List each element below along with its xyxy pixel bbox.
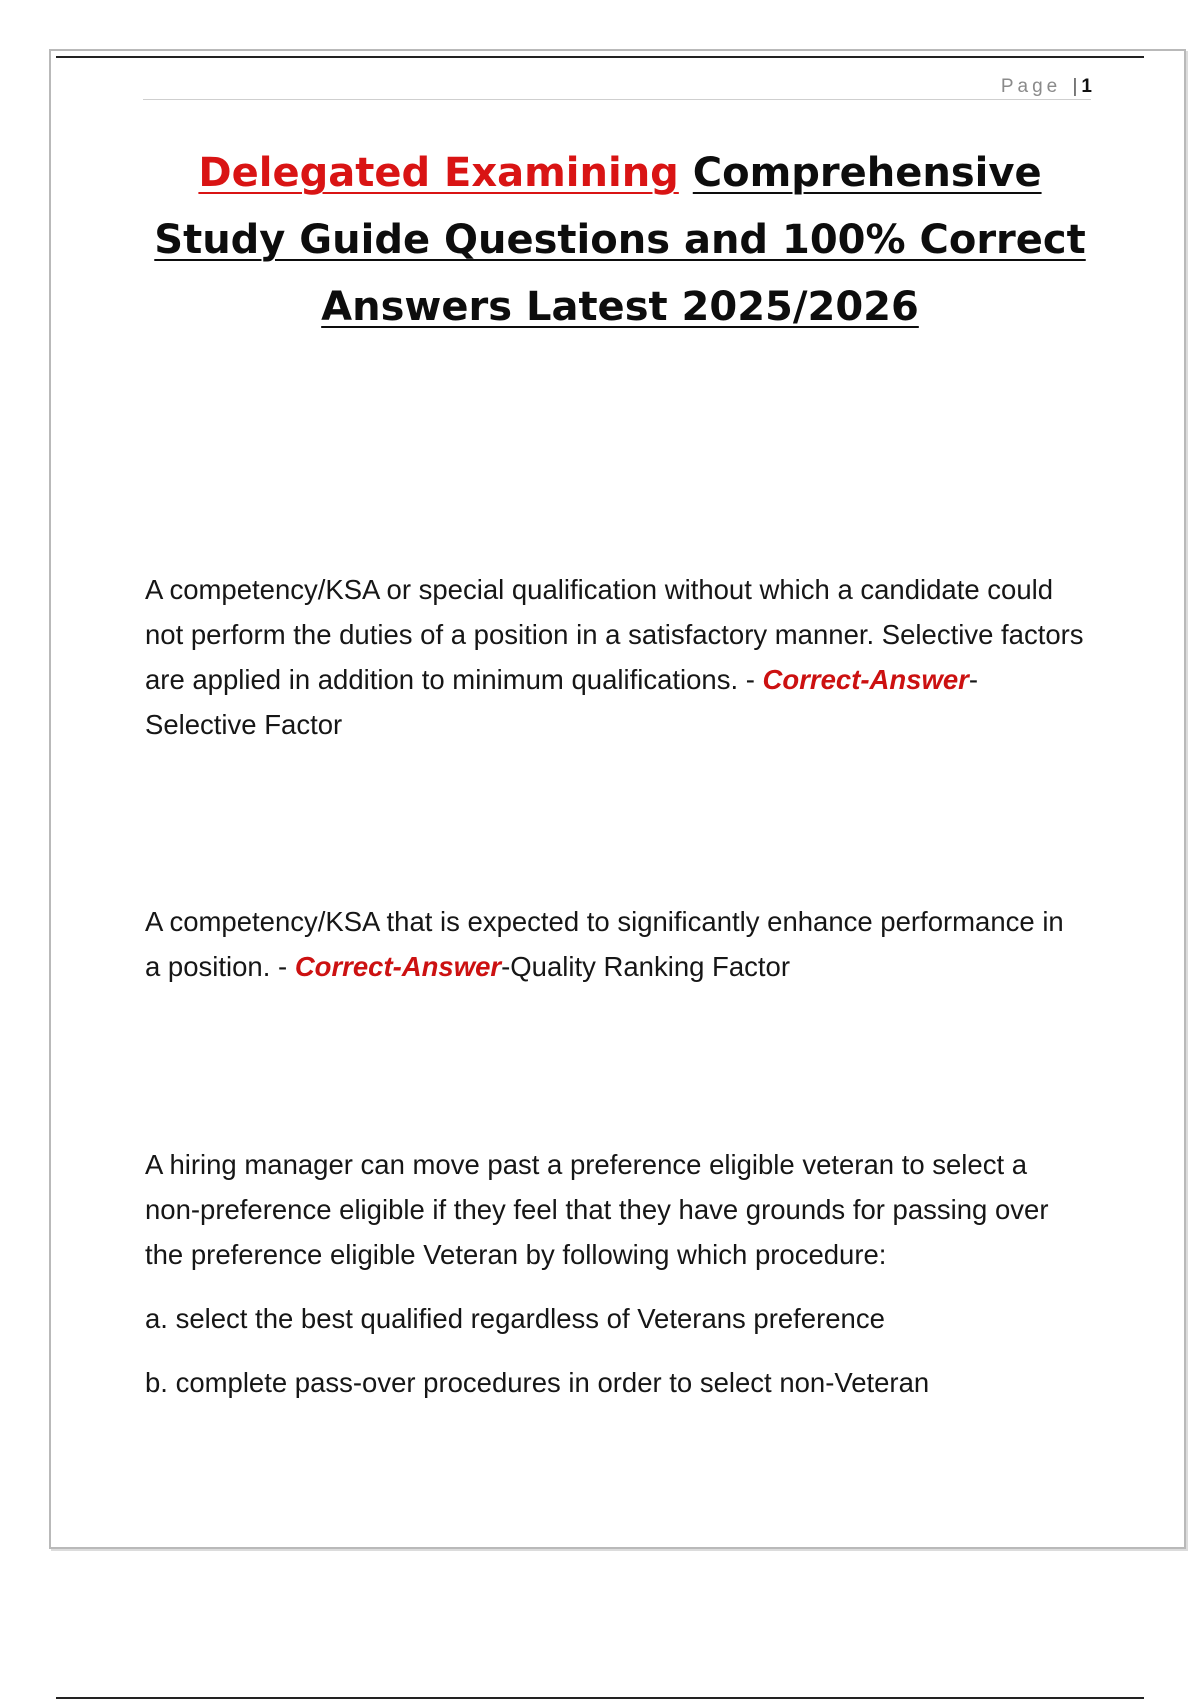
title-red-part: Delegated Examining	[198, 150, 679, 196]
qa-item-3	[145, 1142, 1085, 1405]
correct-answer-marker: Correct-Answer	[762, 664, 969, 695]
correct-answer-marker: Correct-Answer	[294, 951, 502, 982]
question-text: A competency/KSA that is expected to significantly enhance performance in a position. -	[145, 906, 1064, 982]
page-number-value: 1	[1081, 76, 1092, 97]
title-black-part: Comprehensive Study Guide Questions and 100% Correct Answers Latest 2025/2026	[154, 150, 1086, 330]
document-title	[140, 140, 1100, 341]
page-number	[1001, 76, 1092, 98]
question-text: A competency/KSA or special qualification without which a candidate could not perform the duties of a position in a satisfactory manner. Selective factors are applied in addition to minimum qualifications. -	[145, 574, 1084, 695]
answer-text: -Quality Ranking Factor	[501, 951, 790, 982]
option-a: a. select the best qualified regardless of Veterans preference	[145, 1303, 885, 1334]
page-label: Page	[1000, 76, 1062, 97]
qa-item-1	[145, 567, 1085, 747]
answer-text: -Selective Factor	[145, 664, 979, 740]
header-divider	[143, 99, 1091, 100]
bottom-rule	[56, 1697, 1144, 1699]
qa-item-2	[145, 899, 1085, 989]
question-text: A hiring manager can move past a preference eligible veteran to select a non-preference eligible if they feel that they have grounds for passing over the preference eligible Veteran by following which procedure:	[145, 1149, 1049, 1270]
page-separator: |	[1072, 76, 1078, 97]
option-b: b. complete pass-over procedures in order to select non-Veteran	[145, 1367, 930, 1398]
